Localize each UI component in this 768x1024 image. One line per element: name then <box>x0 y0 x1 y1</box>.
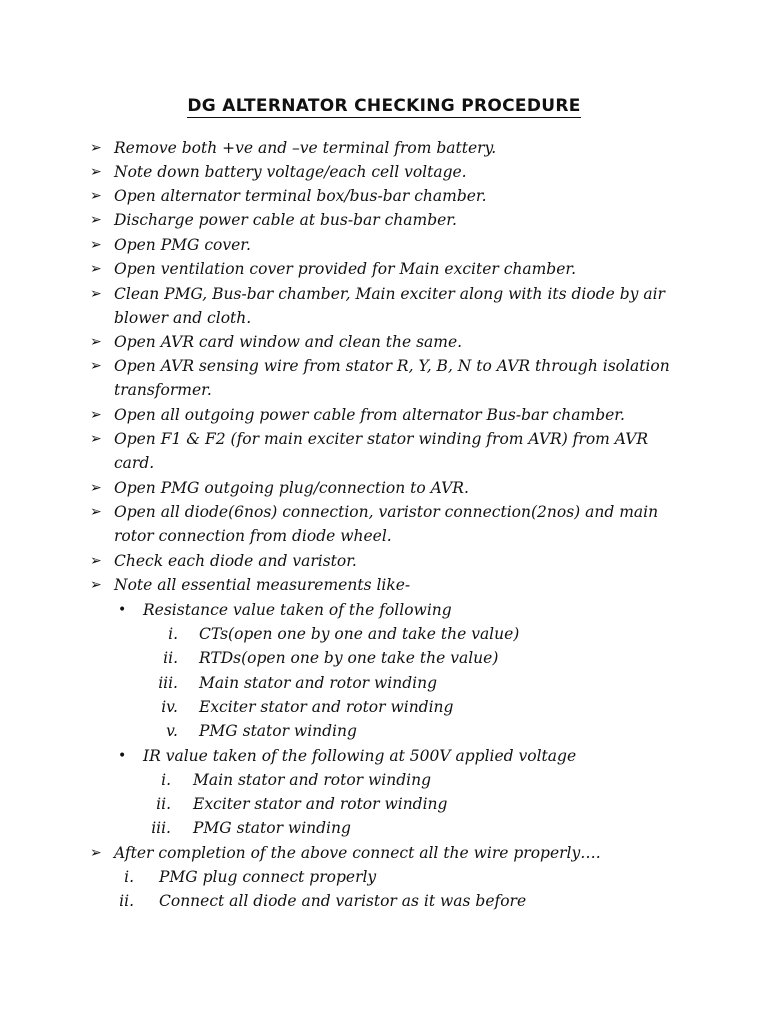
roman-numeral: iii. <box>158 674 178 692</box>
arrow-bullet-icon: ➢ <box>90 188 102 204</box>
arrow-bullet-icon: ➢ <box>90 164 102 180</box>
step-item <box>90 549 690 573</box>
arrow-bullet-icon: ➢ <box>90 140 102 156</box>
step-text: Open alternator terminal box/bus-bar chamber. <box>114 187 487 205</box>
roman-numeral: i. <box>168 625 178 643</box>
arrow-bullet-icon: ➢ <box>90 845 102 861</box>
arrow-bullet-icon: ➢ <box>90 261 102 277</box>
roman-numeral: v. <box>166 722 178 740</box>
step-item <box>90 257 690 281</box>
step-text: Open AVR card window and clean the same. <box>114 333 463 351</box>
roman-numeral: iv. <box>161 698 178 716</box>
arrow-bullet-icon: ➢ <box>90 286 102 302</box>
list-item <box>150 671 670 695</box>
roman-numeral: i. <box>161 771 171 789</box>
step-item <box>90 136 690 160</box>
step-text: Open all outgoing power cable from alternator Bus-bar chamber. <box>114 406 625 424</box>
step-item <box>90 476 690 500</box>
roman-numeral: i. <box>124 868 134 886</box>
step-item <box>90 403 690 427</box>
step-text: Open F1 & F2 (for main exciter stator winding from AVR) from AVR card. <box>114 430 649 473</box>
step-text: Open ventilation cover provided for Main exciter chamber. <box>114 260 577 278</box>
bullet-dot-icon: • <box>118 748 127 764</box>
step-text: Open AVR sensing wire from stator R, Y, B, N to AVR through isolation transformer. <box>114 357 670 400</box>
measurement-group <box>118 598 678 622</box>
list-item <box>106 865 626 889</box>
step-text: Remove both +ve and –ve terminal from battery. <box>114 139 497 157</box>
step-text: Discharge power cable at bus-bar chamber. <box>114 211 457 229</box>
list-item-text: Exciter stator and rotor winding <box>193 795 448 813</box>
list-item-text: PMG stator winding <box>193 819 351 837</box>
measurement-group <box>118 744 678 768</box>
list-item-text: CTs(open one by one and take the value) <box>199 625 520 643</box>
list-item-text: Connect all diode and varistor as it was before <box>159 892 527 910</box>
list-item-text: Exciter stator and rotor winding <box>199 698 454 716</box>
step-item <box>90 573 690 597</box>
step-text: Note down battery voltage/each cell voltage. <box>114 163 467 181</box>
list-item-text: Main stator and rotor winding <box>193 771 432 789</box>
list-item-text: Main stator and rotor winding <box>199 674 438 692</box>
arrow-bullet-icon: ➢ <box>90 553 102 569</box>
step-item <box>90 330 690 354</box>
step-text: Check each diode and varistor. <box>114 552 357 570</box>
list-item <box>150 719 670 743</box>
step-item <box>90 282 690 331</box>
step-item <box>90 427 690 476</box>
list-item <box>150 695 670 719</box>
list-item-text: PMG plug connect properly <box>159 868 377 886</box>
arrow-bullet-icon: ➢ <box>90 407 102 423</box>
arrow-bullet-icon: ➢ <box>90 334 102 350</box>
step-item <box>90 500 690 549</box>
arrow-bullet-icon: ➢ <box>90 358 102 374</box>
arrow-bullet-icon: ➢ <box>90 504 102 520</box>
step-text: Clean PMG, Bus-bar chamber, Main exciter along with its diode by air blower and cloth. <box>114 285 665 328</box>
measurement-label: Resistance value taken of the following <box>143 601 452 619</box>
roman-numeral: iii. <box>151 819 171 837</box>
step-text: Open all diode(6nos) connection, varistor connection(2nos) and main rotor connection from diode wheel. <box>114 503 659 546</box>
step-item <box>90 208 690 232</box>
step-text: Open PMG cover. <box>114 236 251 254</box>
arrow-bullet-icon: ➢ <box>90 480 102 496</box>
page-title <box>0 96 768 116</box>
list-item <box>143 768 663 792</box>
arrow-bullet-icon: ➢ <box>90 577 102 593</box>
list-item <box>106 889 626 913</box>
step-item <box>90 354 690 403</box>
roman-numeral: ii. <box>119 892 134 910</box>
roman-numeral: ii. <box>156 795 171 813</box>
arrow-bullet-icon: ➢ <box>90 237 102 253</box>
arrow-bullet-icon: ➢ <box>90 431 102 447</box>
step-text: After completion of the above connect all the wire properly…. <box>114 844 601 862</box>
list-item-text: RTDs(open one by one take the value) <box>199 649 499 667</box>
list-item <box>150 622 670 646</box>
bullet-dot-icon: • <box>118 602 127 618</box>
roman-numeral: ii. <box>163 649 178 667</box>
measurement-label: IR value taken of the following at 500V applied voltage <box>143 747 577 765</box>
step-text: Open PMG outgoing plug/connection to AVR. <box>114 479 469 497</box>
list-item <box>150 646 670 670</box>
step-item <box>90 841 690 865</box>
step-item <box>90 184 690 208</box>
list-item-text: PMG stator winding <box>199 722 357 740</box>
step-item <box>90 160 690 184</box>
page-title-text: DG ALTERNATOR CHECKING PROCEDURE <box>187 96 581 116</box>
arrow-bullet-icon: ➢ <box>90 212 102 228</box>
list-item <box>143 792 663 816</box>
list-item <box>143 816 663 840</box>
step-text: Note all essential measurements like- <box>114 576 411 594</box>
step-item <box>90 233 690 257</box>
